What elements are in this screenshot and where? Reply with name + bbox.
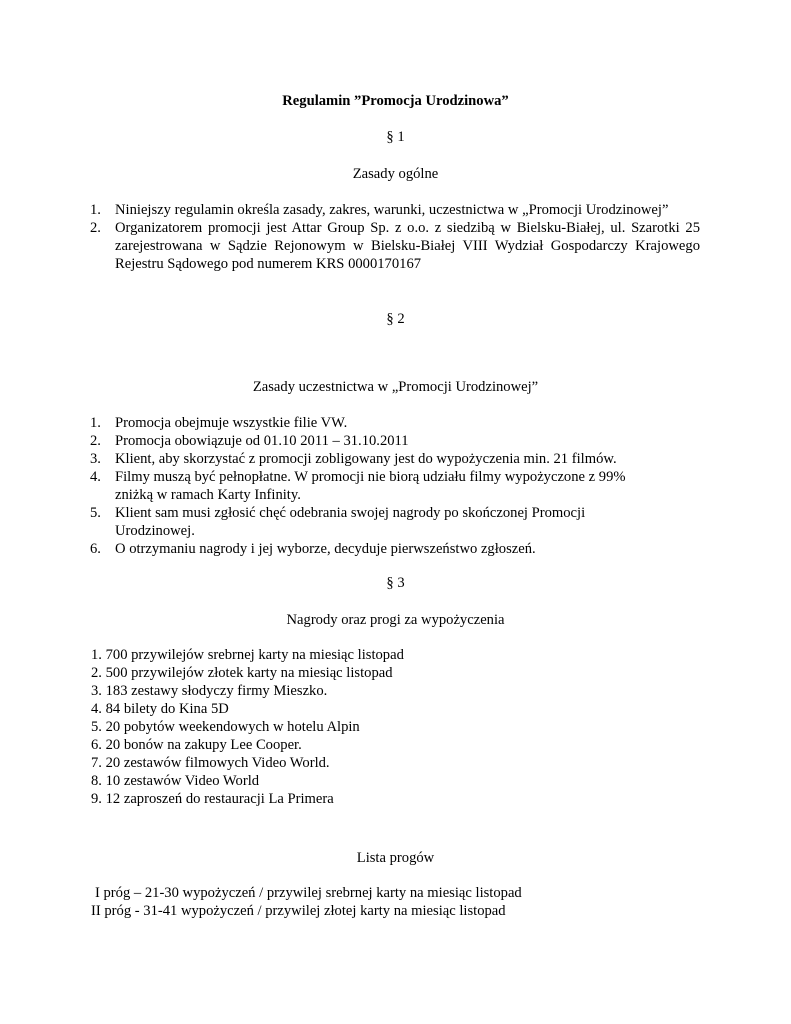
- list-item-text: Klient sam musi zgłosić chęć odebrania swojej nagrody po skończonej Promocji: [115, 505, 586, 521]
- list-item: [90, 468, 700, 504]
- list-item-text: Promocja obowiązuje od 01.10 2011 – 31.10.2011: [115, 433, 409, 449]
- list-item-text: O otrzymaniu nagrody i jej wyborze, decyduje pierwszeństwo zgłoszeń.: [115, 541, 536, 557]
- prize-item: 6. 20 bonów na zakupy Lee Cooper.: [91, 737, 302, 753]
- prizes-list: [91, 646, 711, 808]
- list-item: [90, 414, 700, 432]
- document-title: Regulamin ”Promocja Urodzinowa”: [282, 93, 509, 109]
- list-number: 5.: [90, 505, 101, 521]
- list-number: 3.: [90, 451, 101, 467]
- prize-item: 4. 84 bilety do Kina 5D: [91, 701, 229, 717]
- list-item-text: Promocja obejmuje wszystkie filie VW.: [115, 415, 348, 431]
- list-number: 2.: [90, 220, 101, 236]
- list-item: [90, 450, 700, 468]
- threshold-item: II próg - 31-41 wypożyczeń / przywilej złotej karty na miesiąc listopad: [91, 903, 506, 919]
- section-1-mark: § 1: [386, 129, 405, 145]
- prize-item: 3. 183 zestawy słodyczy firmy Mieszko.: [91, 683, 328, 699]
- thresholds-heading: Lista progów: [356, 850, 435, 866]
- list-item: [90, 504, 700, 540]
- section-1-list: [90, 201, 700, 273]
- list-number: 4.: [90, 469, 101, 485]
- list-item-text-continued: zniżką w ramach Karty Infinity.: [115, 487, 301, 503]
- list-number: 2.: [90, 433, 101, 449]
- section-2-heading: Zasady uczestnictwa w „Promocji Urodzinowej”: [252, 379, 539, 395]
- threshold-item: I próg – 21-30 wypożyczeń / przywilej srebrnej karty na miesiąc listopad: [95, 885, 522, 901]
- list-number: 1.: [90, 202, 101, 218]
- prize-item: 1. 700 przywilejów srebrnej karty na miesiąc listopad: [91, 647, 404, 663]
- list-number: 6.: [90, 541, 101, 557]
- prize-item: 5. 20 pobytów weekendowych w hotelu Alpin: [91, 719, 360, 735]
- list-item-text: Filmy muszą być pełnopłatne. W promocji nie biorą udziału filmy wypożyczone z 99%: [115, 469, 626, 485]
- section-3-mark: § 3: [386, 575, 405, 591]
- prize-item: 9. 12 zaproszeń do restauracji La Primera: [91, 791, 334, 807]
- list-number: 1.: [90, 415, 101, 431]
- prize-item: 7. 20 zestawów filmowych Video World.: [91, 755, 330, 771]
- section-2-mark: § 2: [386, 311, 405, 327]
- prize-item: 2. 500 przywilejów złotek karty na miesiąc listopad: [91, 665, 393, 681]
- section-2-list: [90, 414, 700, 558]
- section-3-heading: Nagrody oraz progi za wypożyczenia: [286, 612, 505, 628]
- list-item-text: Organizatorem promocji jest Attar Group Sp. z o.o. z siedzibą w Bielsku-Białej, ul. Szarotki 25 zarejestrowana w Sądzie Rejonowym w Bielsku-Białej VIII Wydział Gospodarczy Krajowego Rejestru Sądowego pod numerem KRS 0000170167: [115, 220, 700, 272]
- list-item-text: Klient, aby skorzystać z promocji zobligowany jest do wypożyczenia min. 21 filmów.: [115, 451, 617, 467]
- list-item-text-continued: Urodzinowej.: [115, 523, 195, 539]
- section-1-heading: Zasady ogólne: [352, 166, 439, 182]
- list-item: [90, 432, 700, 450]
- list-item: [90, 219, 700, 273]
- prize-item: 8. 10 zestawów Video World: [91, 773, 260, 789]
- list-item: [90, 201, 700, 219]
- list-item-text: Niniejszy regulamin określa zasady, zakres, warunki, uczestnictwa w „Promocji Urodzinowej”: [115, 202, 669, 218]
- list-item: [90, 540, 700, 558]
